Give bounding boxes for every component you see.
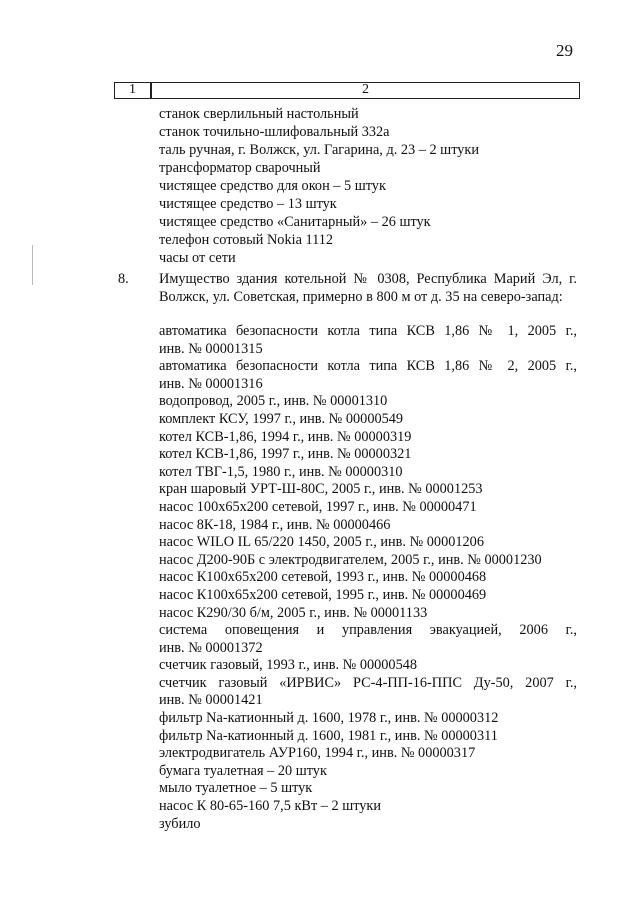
list-item: таль ручная, г. Волжск, ул. Гагарина, д. 23 – 2 штуки (159, 142, 479, 158)
list-item: котел КСВ-1,86, 1997 г., инв. № 00000321 (159, 446, 412, 463)
list-item (159, 622, 577, 657)
list-item: фильтр Na-катионный д. 1600, 1978 г., инв. № 00000312 (159, 710, 499, 727)
list-item: насос К100х65х200 сетевой, 1995 г., инв. № 00000469 (159, 586, 487, 603)
list-item: чистящее средство для окон – 5 штук (159, 178, 386, 194)
item-list (159, 323, 577, 833)
list-item: станок точильно-шлифовальный 332а (159, 124, 390, 140)
list-item: телефон сотовый Nokia 1112 (159, 232, 334, 248)
list-item: насос К290/30 б/м, 2005 г., инв. № 00001133 (159, 604, 428, 621)
list-item: насос Д200-90Б с электродвигателем, 2005 г., инв. № 00001230 (159, 551, 542, 568)
list-item: котел КСВ-1,86, 1994 г., инв. № 00000319 (159, 428, 412, 445)
list-item: часы от сети (159, 250, 236, 266)
section-heading: Имущество здания котельной № 0308, Республика Марий Эл, г. Волжск, ул. Советская, примерно в 800 м от д. 35 на северо-запад: (159, 271, 577, 305)
page-number: 29 (556, 41, 573, 60)
section-number: 8. (118, 271, 129, 287)
list-item: трансформатор сварочный (159, 160, 321, 176)
list-item: насос К 80-65-160 7,5 кВт – 2 штуки (159, 798, 382, 815)
list-item: комплект КСУ, 1997 г., инв. № 00000549 (159, 410, 404, 427)
list-item: бумага туалетная – 20 штук (159, 762, 327, 779)
list-item: насос 8К-18, 1984 г., инв. № 00000466 (159, 516, 391, 533)
list-item: насос К100х65х200 сетевой, 1993 г., инв. № 00000468 (159, 569, 487, 586)
list-item: станок сверлильный настольный (159, 106, 359, 122)
list-item (159, 358, 577, 393)
list-item: чистящее средство – 13 штук (159, 196, 337, 212)
list-item: насос WILO IL 65/220 1450, 2005 г., инв. № 00001206 (159, 534, 484, 551)
list-item-line: автоматика безопасности котла типа КСВ 1,86 № 2, 2005 г., (159, 358, 577, 375)
list-item-line: инв. № 00001421 (159, 692, 263, 709)
list-item-line: инв. № 00001316 (159, 375, 263, 392)
table-header (114, 82, 580, 99)
list-item (159, 323, 577, 358)
list-item (159, 675, 577, 710)
list-item: кран шаровый УРТ-Ш-80С, 2005 г., инв. № 00001253 (159, 481, 483, 498)
margin-mark (32, 245, 33, 285)
list-item: счетчик газовый, 1993 г., инв. № 00000548 (159, 657, 418, 674)
table-header-col1: 1 (129, 82, 136, 97)
list-item: мыло туалетное – 5 штук (159, 780, 313, 797)
list-item-line: система оповещения и управления эвакуацией, 2006 г., (159, 622, 577, 639)
list-item-line: автоматика безопасности котла типа КСВ 1,86 № 1, 2005 г., (159, 323, 577, 339)
list-item-line: инв. № 00001372 (159, 639, 263, 656)
list-item-line: счетчик газовый «ИРВИС» РС-4-ПП-16-ППС Ду-50, 2007 г., (159, 674, 577, 691)
list-item: водопровод, 2005 г., инв. № 00001310 (159, 393, 388, 410)
list-item: чистящее средство «Санитарный» – 26 штук (159, 214, 431, 230)
top-item-list (159, 105, 579, 267)
list-item: насос 100х65х200 сетевой, 1997 г., инв. № 00000471 (159, 498, 477, 515)
list-item: котел ТВГ-1,5, 1980 г., инв. № 00000310 (159, 463, 403, 480)
list-item: зубило (159, 815, 201, 832)
list-item: электродвигатель АУР160, 1994 г., инв. № 00000317 (159, 745, 476, 762)
list-item: фильтр Na-катионный д. 1600, 1981 г., инв. № 00000311 (159, 727, 498, 744)
table-header-col2: 2 (362, 82, 369, 97)
list-item-line: инв. № 00001315 (159, 340, 263, 357)
